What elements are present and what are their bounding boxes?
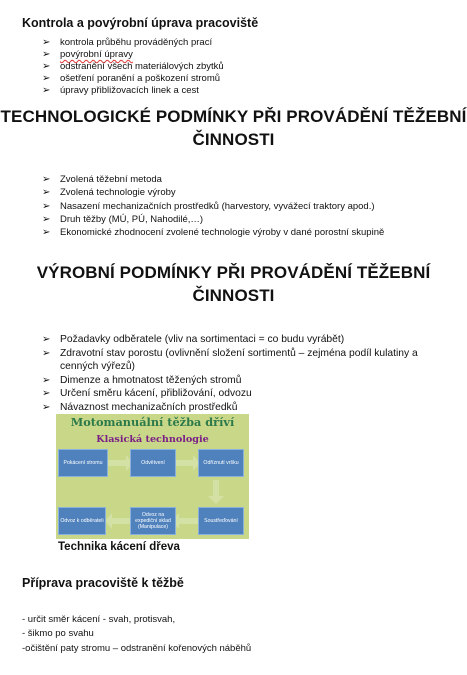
diagram-step-transport-customer: Odvoz k odběrateli [58, 507, 106, 535]
text-line: - šikmo po svahu [22, 628, 94, 640]
bullet-arrow-icon: ➢ [42, 85, 51, 96]
list-item: ➢ Návaznost mechanizačních prostředků [42, 401, 238, 413]
diagram-step-felling: Pokácení stromu [58, 449, 108, 477]
bullet-arrow-icon: ➢ [42, 213, 51, 225]
arrow-right-icon [173, 455, 200, 471]
section2-title: TECHNOLOGICKÉ PODMÍNKY PŘI PROVÁDĚNÍ TĚŽEBNÍ ČINNOSTI [0, 107, 467, 149]
diagram-step-transport-yard: Odvoz na expediční sklad (Manipulace) [130, 507, 176, 535]
arrow-right-icon [106, 455, 133, 471]
bullet-arrow-icon: ➢ [42, 347, 51, 359]
list-item: ➢ Dimenze a hmotnatost těžených stromů [42, 374, 242, 386]
list-item: ➢ Určení směru kácení, přibližování, odvozu [42, 388, 252, 400]
diagram-step-topping: Odříznutí vršku [198, 449, 244, 477]
diagram-subtitle: Klasická technologie [96, 434, 209, 445]
section1-list [40, 37, 440, 97]
bullet-arrow-icon: ➢ [42, 334, 51, 345]
process-diagram [56, 414, 249, 539]
list-item: ➢ Zvolená technologie výroby [42, 187, 176, 199]
bullet-arrow-icon: ➢ [42, 187, 51, 199]
list-item: ➢ úpravy přibližovacích linek a cest [42, 85, 199, 96]
list-item: ➢ povýrobní úpravy [42, 49, 133, 60]
arrow-down-icon [208, 480, 224, 504]
list-item: ➢ Ekonomické zhodnocení zvolené technologie výroby v dané porostní skupině [42, 227, 385, 239]
list-item: ➢ Druh těžby (MÚ, PÚ, Nahodilé,…) [42, 213, 204, 225]
text-line: - určit směr kácení - svah, protisvah, [22, 614, 176, 625]
section2-list [40, 173, 460, 239]
bullet-arrow-icon: ➢ [42, 200, 51, 212]
diagram-title: Motomanuální těžba dříví [70, 415, 235, 429]
list-item: ➢ odstranění všech materiálových zbytků [42, 61, 224, 72]
diagram-caption: Technika kácení dřeva [58, 541, 180, 553]
bullet-arrow-icon: ➢ [42, 374, 51, 386]
list-item: ➢ ošetření poranění a poškození stromů [42, 73, 221, 84]
section1-title: Kontrola a povýrobní úprava pracoviště [22, 16, 259, 30]
list-item: ➢ Požadavky odběratele (vliv na sortimentaci = co budu vyrábět) [42, 334, 345, 345]
section3-title: VÝROBNÍ PODMÍNKY PŘI PROVÁDĚNÍ TĚŽEBNÍ ČINNOSTI [36, 263, 431, 305]
arrow-left-icon [105, 513, 132, 529]
bullet-arrow-icon: ➢ [42, 61, 51, 72]
list-item: ➢ Nasazení mechanizačních prostředků (harvestory, vyvážecí traktory apod.) [42, 200, 375, 212]
diagram-step-delimbing: Odvětvení [130, 449, 176, 477]
bullet-arrow-icon: ➢ [42, 73, 51, 84]
bullet-arrow-icon: ➢ [42, 401, 51, 413]
section4-title: Příprava pracoviště k těžbě [22, 576, 184, 590]
bullet-arrow-icon: ➢ [42, 37, 51, 48]
list-item: ➢ Zvolená těžební metoda [42, 174, 162, 185]
list-item: ➢ Zdravotní stav porostu (ovlivnění složení sortimentů – zejména podíl kulatiny a cenných výřezů) [42, 347, 418, 373]
section3-list [40, 333, 435, 415]
arrow-left-icon [172, 513, 199, 529]
bullet-arrow-icon: ➢ [42, 49, 51, 60]
text-line: -očištění paty stromu – odstranění kořenových náběhů [22, 642, 252, 654]
section4-lines [22, 613, 251, 656]
bullet-arrow-icon: ➢ [42, 388, 51, 400]
bullet-arrow-icon: ➢ [42, 227, 51, 239]
diagram-step-skidding: Soustřeďování [198, 507, 244, 535]
list-item: ➢ kontrola průběhu prováděných prací [42, 37, 213, 48]
bullet-arrow-icon: ➢ [42, 174, 51, 185]
